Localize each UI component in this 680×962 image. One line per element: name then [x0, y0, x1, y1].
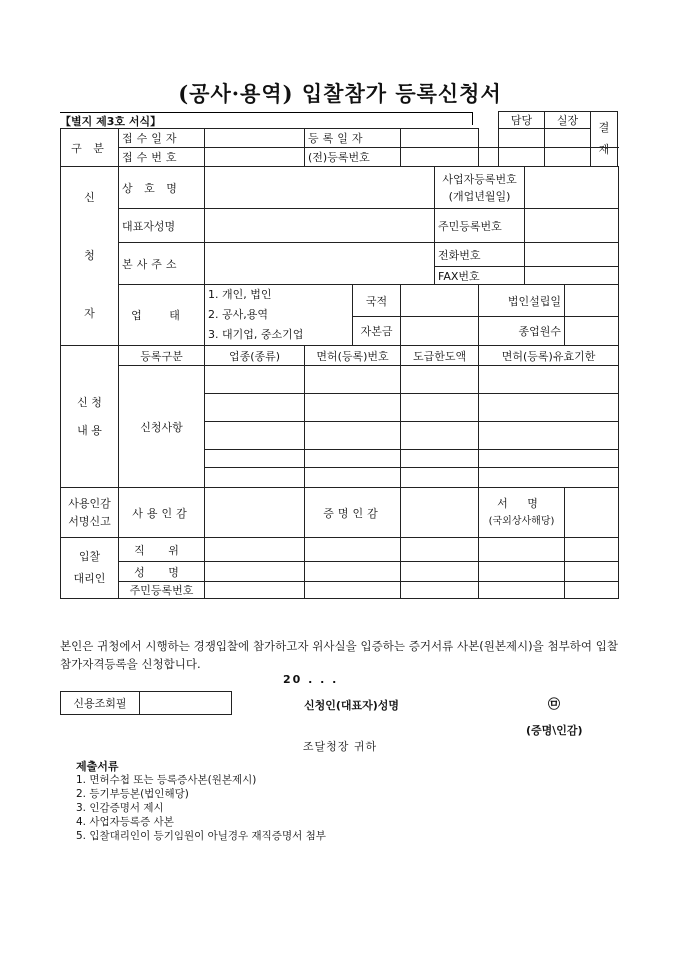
agent-cell[interactable] [305, 562, 401, 582]
employees-label: 종업원수 [479, 317, 565, 346]
item-cell[interactable] [479, 394, 619, 422]
item-cell[interactable] [205, 422, 305, 450]
agent-name-label: 성 명 [119, 562, 205, 582]
declaration-text: 본인은 귀청에서 시행하는 경쟁입찰에 참가하고자 위사실을 입증하는 증거서류 사본(원본제시)을 첨부하여 입찰참가자격등록을 신청합니다. [60, 639, 618, 671]
credit-check-field[interactable] [140, 692, 232, 715]
business-type-label: 업 태 [119, 285, 205, 346]
item-cell[interactable] [305, 366, 401, 394]
item-cell[interactable] [305, 422, 401, 450]
agent-cell[interactable] [205, 562, 305, 582]
item-cell[interactable] [479, 450, 619, 468]
receipt-date-field[interactable] [205, 129, 305, 148]
item-cell[interactable] [205, 450, 305, 468]
agent-cell[interactable] [565, 562, 619, 582]
seal-note: (증명\인감) [526, 724, 583, 737]
document-item: 2. 등기부등본(법인해당) [76, 788, 189, 800]
agent-cell[interactable] [479, 562, 565, 582]
prev-registration-no-field[interactable] [401, 148, 479, 167]
item-cell[interactable] [401, 450, 479, 468]
col-header-license-no: 면허(등록)번호 [305, 346, 401, 366]
prev-registration-no-label: (전)등록번호 [305, 148, 401, 167]
capital-label: 자본금 [353, 317, 401, 346]
agent-section-label: 입찰 대리인 [61, 538, 119, 599]
item-cell[interactable] [401, 366, 479, 394]
phone-field[interactable] [525, 243, 619, 267]
agent-resident-no-label: 주민등록번호 [119, 582, 205, 599]
document-item: 5. 입찰대리인이 등기임원이 아닐경우 재직증명서 첨부 [76, 830, 326, 842]
document-item: 3. 인감증명서 제시 [76, 802, 164, 814]
head-office-field[interactable] [205, 243, 435, 285]
credit-check-label: 신용조회필 [61, 692, 140, 715]
use-seal-label: 사용인감 [119, 488, 205, 538]
signature-field[interactable] [565, 488, 619, 538]
fax-field[interactable] [525, 267, 619, 285]
seal-mark: ㉤ [548, 697, 561, 711]
agent-cell[interactable] [305, 582, 401, 599]
credit-check-box [60, 691, 232, 715]
signature-label: 서 명 (국외상사해당) [479, 488, 565, 538]
business-type-options [205, 285, 353, 346]
capital-field[interactable] [401, 317, 479, 346]
agent-cell[interactable] [401, 562, 479, 582]
documents-title: 제출서류 [76, 760, 119, 773]
business-name-label: 상 호 명 [119, 167, 205, 209]
col-header-registration-type: 등록구분 [119, 346, 205, 366]
agent-cell[interactable] [565, 582, 619, 599]
nationality-label: 국적 [353, 285, 401, 317]
founding-date-label: 법인설립일 [479, 285, 565, 317]
fax-label: FAX번호 [435, 267, 525, 285]
item-cell[interactable] [479, 468, 619, 488]
item-cell[interactable] [401, 422, 479, 450]
item-cell[interactable] [401, 394, 479, 422]
cert-seal-label: 증명인감 [305, 488, 401, 538]
ceo-name-label: 대표자성명 [119, 209, 205, 243]
application-content-label: 신 청 내 용 [61, 346, 119, 488]
type-option-1: 1. 개인, 법인 [208, 288, 272, 301]
col-header-contract-limit: 도급한도액 [401, 346, 479, 366]
col-header-license-expiry: 면허(등록)유효기한 [479, 346, 619, 366]
phone-label: 전화번호 [435, 243, 525, 267]
use-seal-field[interactable] [205, 488, 305, 538]
head-office-label: 본사주소 [119, 243, 205, 285]
biz-reg-no-label: 사업자등록번호 (개업년월일) [435, 167, 525, 209]
item-cell[interactable] [205, 394, 305, 422]
approval-staff-header: 담당 [499, 112, 545, 129]
registration-date-label: 등록일자 [305, 129, 401, 148]
approval-director-header: 실장 [545, 112, 591, 129]
item-cell[interactable] [205, 366, 305, 394]
receipt-date-label: 접수일자 [119, 129, 205, 148]
applicant-section-label: 신 청 자 [61, 167, 119, 346]
item-cell[interactable] [305, 468, 401, 488]
agent-cell[interactable] [205, 538, 305, 562]
item-cell[interactable] [205, 468, 305, 488]
item-cell[interactable] [479, 422, 619, 450]
agent-cell[interactable] [479, 538, 565, 562]
form-number: 【별지 제3호 서식】 [60, 115, 162, 128]
item-cell[interactable] [305, 394, 401, 422]
applicant-signature-label: 신청인(대표자)성명 [304, 699, 400, 712]
agent-cell[interactable] [205, 582, 305, 599]
date-line: 20 . . . [283, 673, 339, 686]
form-title: (공사·용역) 입찰참가 등록신청서 [178, 81, 502, 106]
founding-date-field[interactable] [565, 285, 619, 317]
item-cell[interactable] [479, 366, 619, 394]
biz-reg-no-field[interactable] [525, 167, 619, 209]
agent-cell[interactable] [401, 538, 479, 562]
item-cell[interactable] [305, 450, 401, 468]
application-form-table [60, 128, 619, 599]
resident-no-label: 주민등록번호 [435, 209, 525, 243]
ceo-name-field[interactable] [205, 209, 435, 243]
seal-section-label: 사용인감 서명신고 [61, 488, 119, 538]
documents-list [76, 773, 326, 843]
registration-date-field[interactable] [401, 129, 479, 148]
receipt-no-field[interactable] [205, 148, 305, 167]
type-option-2: 2. 공사,용역 [208, 308, 268, 321]
resident-no-field[interactable] [525, 209, 619, 243]
agent-position-label: 직 위 [119, 538, 205, 562]
type-option-3: 3. 대기업, 중소기업 [208, 328, 304, 341]
col-header-industry: 업종(종류) [205, 346, 305, 366]
business-name-field[interactable] [205, 167, 435, 209]
cert-seal-field[interactable] [401, 488, 479, 538]
nationality-field[interactable] [401, 285, 479, 317]
addressee: 조달청장 귀하 [302, 740, 378, 753]
agent-cell[interactable] [305, 538, 401, 562]
agent-cell[interactable] [565, 538, 619, 562]
item-cell[interactable] [401, 468, 479, 488]
document-item: 4. 사업자등록증 사본 [76, 816, 174, 828]
agent-cell[interactable] [401, 582, 479, 599]
application-items-label: 신청사항 [119, 366, 205, 488]
approval-side-label: 결 재 [591, 112, 618, 167]
receipt-no-label: 접수번호 [119, 148, 205, 167]
employees-field[interactable] [565, 317, 619, 346]
agent-cell[interactable] [479, 582, 565, 599]
category-label: 구 분 [61, 129, 119, 167]
document-item: 1. 면허수첩 또는 등록증사본(원본제시) [76, 774, 257, 786]
